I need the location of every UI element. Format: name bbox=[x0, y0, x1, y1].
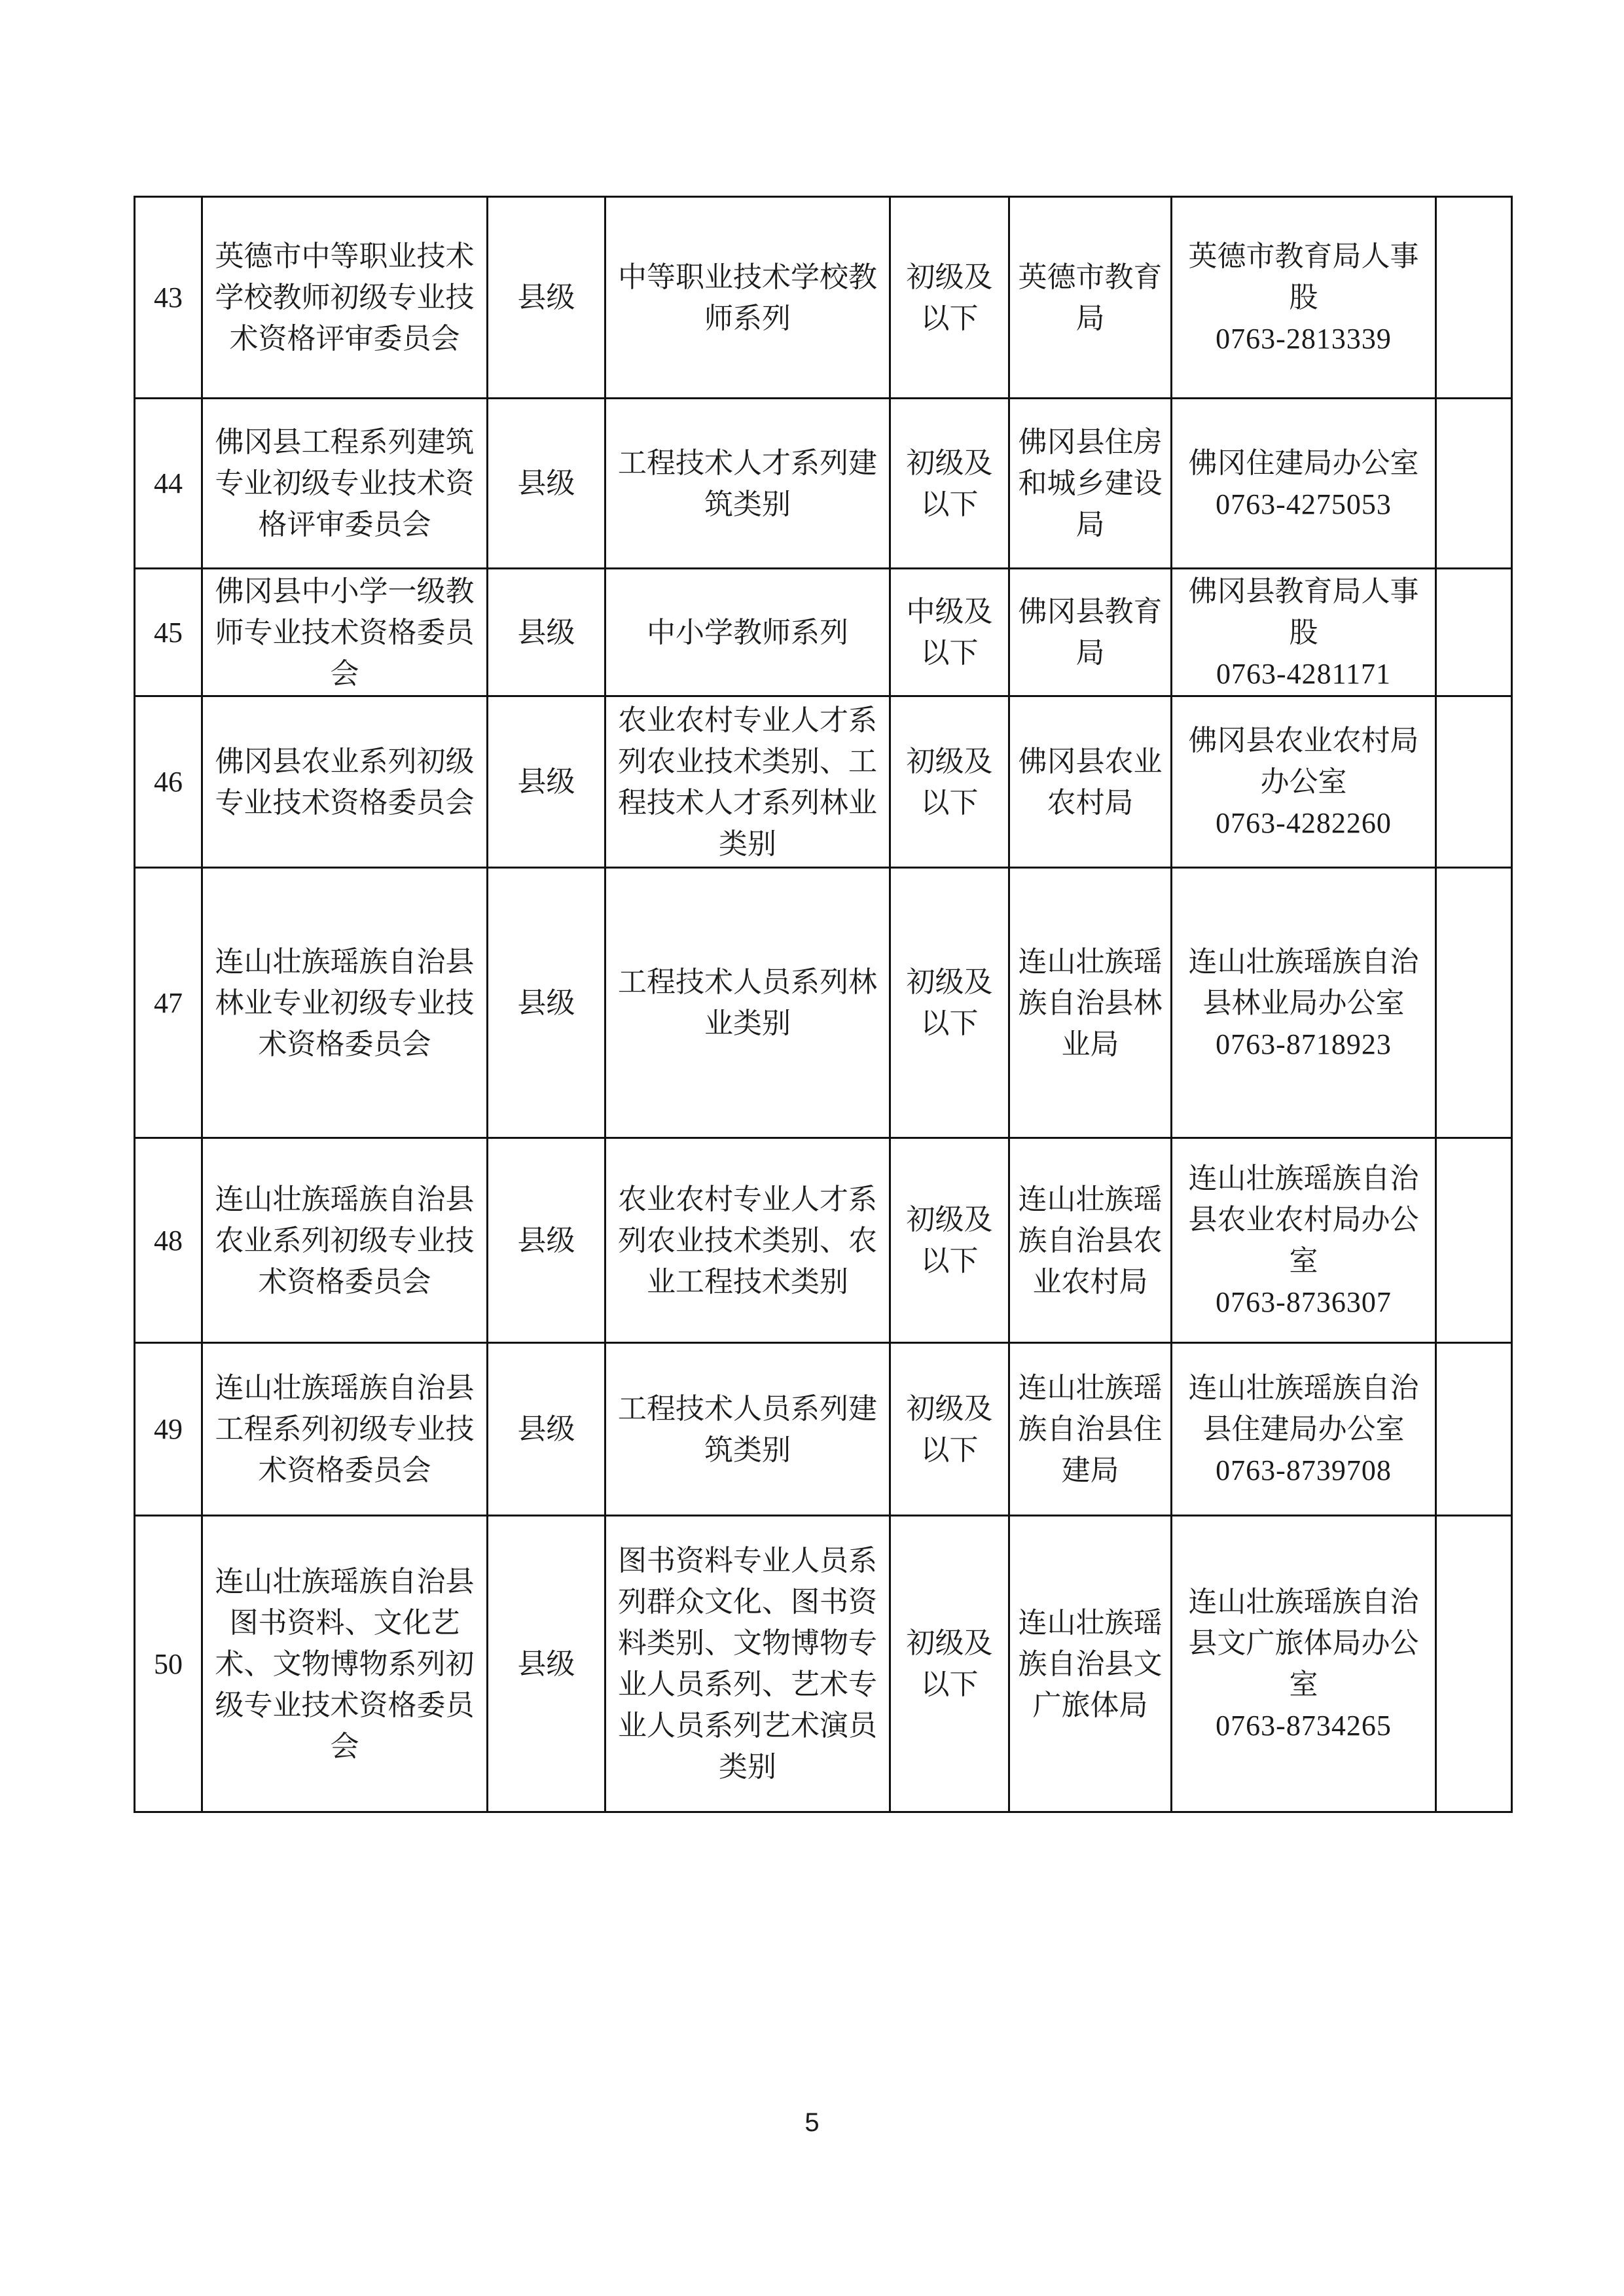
committee-name: 连山壮族瑶族自治县林业专业初级专业技术资格委员会 bbox=[202, 868, 488, 1138]
contact-cell bbox=[1172, 197, 1436, 399]
contact-cell bbox=[1172, 569, 1436, 696]
row-number: 48 bbox=[135, 1138, 202, 1343]
review-scope: 初级及以下 bbox=[890, 1343, 1009, 1516]
authorizing-agency: 连山壮族瑶族自治县文广旅体局 bbox=[1009, 1516, 1172, 1812]
table-row bbox=[135, 868, 1512, 1138]
contact-office: 佛冈县农业农村局办公室 bbox=[1188, 724, 1419, 798]
committee-level: 县级 bbox=[488, 399, 605, 569]
contact-cell bbox=[1172, 399, 1436, 569]
committee-name: 佛冈县农业系列初级专业技术资格委员会 bbox=[202, 696, 488, 868]
committee-level: 县级 bbox=[488, 569, 605, 696]
row-number: 46 bbox=[135, 696, 202, 868]
committee-level: 县级 bbox=[488, 868, 605, 1138]
contact-office: 连山壮族瑶族自治县住建局办公室 bbox=[1188, 1371, 1419, 1446]
row-number: 49 bbox=[135, 1343, 202, 1516]
remarks-cell bbox=[1436, 868, 1512, 1138]
contact-phone: 0763-4281171 bbox=[1216, 657, 1392, 690]
committee-name: 连山壮族瑶族自治县工程系列初级专业技术资格委员会 bbox=[202, 1343, 488, 1516]
contact-phone: 0763-8734265 bbox=[1216, 1710, 1392, 1742]
contact-phone: 0763-8736307 bbox=[1216, 1286, 1392, 1318]
table-row bbox=[135, 569, 1512, 696]
table-body bbox=[135, 197, 1512, 1812]
committee-table bbox=[134, 196, 1513, 1813]
review-scope: 初级及以下 bbox=[890, 696, 1009, 868]
committee-name: 佛冈县工程系列建筑专业初级专业技术资格评审委员会 bbox=[202, 399, 488, 569]
review-scope: 初级及以下 bbox=[890, 197, 1009, 399]
committee-name: 英德市中等职业技术学校教师初级专业技术资格评审委员会 bbox=[202, 197, 488, 399]
contact-phone: 0763-8739708 bbox=[1216, 1454, 1392, 1486]
remarks-cell bbox=[1436, 569, 1512, 696]
row-number: 50 bbox=[135, 1516, 202, 1812]
authorizing-agency: 连山壮族瑶族自治县住建局 bbox=[1009, 1343, 1172, 1516]
remarks-cell bbox=[1436, 399, 1512, 569]
contact-cell bbox=[1172, 1138, 1436, 1343]
contact-office: 佛冈县教育局人事股 bbox=[1188, 574, 1419, 649]
remarks-cell bbox=[1436, 1343, 1512, 1516]
review-scope: 初级及以下 bbox=[890, 399, 1009, 569]
table-row bbox=[135, 1516, 1512, 1812]
contact-office: 连山壮族瑶族自治县农业农村局办公室 bbox=[1188, 1162, 1419, 1278]
committee-level: 县级 bbox=[488, 696, 605, 868]
authorizing-agency: 连山壮族瑶族自治县林业局 bbox=[1009, 868, 1172, 1138]
contact-cell bbox=[1172, 1343, 1436, 1516]
committee-level: 县级 bbox=[488, 1516, 605, 1812]
contact-cell bbox=[1172, 696, 1436, 868]
remarks-cell bbox=[1436, 1516, 1512, 1812]
table-row bbox=[135, 696, 1512, 868]
remarks-cell bbox=[1436, 197, 1512, 399]
authorizing-agency: 佛冈县农业农村局 bbox=[1009, 696, 1172, 868]
committee-level: 县级 bbox=[488, 197, 605, 399]
qualification-series: 中小学教师系列 bbox=[605, 569, 890, 696]
committee-level: 县级 bbox=[488, 1138, 605, 1343]
contact-phone: 0763-2813339 bbox=[1216, 323, 1392, 355]
qualification-series: 图书资料专业人员系列群众文化、图书资料类别、文物博物专业人员系列、艺术专业人员系列艺术演员类别 bbox=[605, 1516, 890, 1812]
table-row bbox=[135, 1138, 1512, 1343]
review-scope: 初级及以下 bbox=[890, 1516, 1009, 1812]
contact-office: 英德市教育局人事股 bbox=[1188, 240, 1419, 314]
contact-office: 佛冈住建局办公室 bbox=[1188, 446, 1419, 480]
authorizing-agency: 英德市教育局 bbox=[1009, 197, 1172, 399]
row-number: 45 bbox=[135, 569, 202, 696]
qualification-series: 农业农村专业人才系列农业技术类别、工程技术人才系列林业类别 bbox=[605, 696, 890, 868]
table-row bbox=[135, 399, 1512, 569]
qualification-series: 中等职业技术学校教师系列 bbox=[605, 197, 890, 399]
contact-cell bbox=[1172, 1516, 1436, 1812]
authorizing-agency: 连山壮族瑶族自治县农业农村局 bbox=[1009, 1138, 1172, 1343]
review-scope: 初级及以下 bbox=[890, 868, 1009, 1138]
committee-level: 县级 bbox=[488, 1343, 605, 1516]
committee-name: 连山壮族瑶族自治县图书资料、文化艺术、文物博物系列初级专业技术资格委员会 bbox=[202, 1516, 488, 1812]
review-scope: 中级及以下 bbox=[890, 569, 1009, 696]
contact-office: 连山壮族瑶族自治县林业局办公室 bbox=[1188, 944, 1419, 1020]
contact-office: 连山壮族瑶族自治县文广旅体局办公室 bbox=[1188, 1585, 1419, 1701]
remarks-cell bbox=[1436, 1138, 1512, 1343]
contact-phone: 0763-4282260 bbox=[1216, 807, 1392, 839]
contact-phone: 0763-8718923 bbox=[1216, 1028, 1392, 1060]
qualification-series: 工程技术人员系列建筑类别 bbox=[605, 1343, 890, 1516]
page-number: 5 bbox=[804, 2108, 820, 2137]
authorizing-agency: 佛冈县住房和城乡建设局 bbox=[1009, 399, 1172, 569]
remarks-cell bbox=[1436, 696, 1512, 868]
committee-name: 佛冈县中小学一级教师专业技术资格委员会 bbox=[202, 569, 488, 696]
qualification-series: 工程技术人才系列建筑类别 bbox=[605, 399, 890, 569]
contact-cell bbox=[1172, 868, 1436, 1138]
table-row bbox=[135, 1343, 1512, 1516]
review-scope: 初级及以下 bbox=[890, 1138, 1009, 1343]
row-number: 44 bbox=[135, 399, 202, 569]
qualification-series: 农业农村专业人才系列农业技术类别、农业工程技术类别 bbox=[605, 1138, 890, 1343]
row-number: 47 bbox=[135, 868, 202, 1138]
contact-phone: 0763-4275053 bbox=[1216, 488, 1392, 520]
authorizing-agency: 佛冈县教育局 bbox=[1009, 569, 1172, 696]
table-row bbox=[135, 197, 1512, 399]
row-number: 43 bbox=[135, 197, 202, 399]
qualification-series: 工程技术人员系列林业类别 bbox=[605, 868, 890, 1138]
committee-name: 连山壮族瑶族自治县农业系列初级专业技术资格委员会 bbox=[202, 1138, 488, 1343]
